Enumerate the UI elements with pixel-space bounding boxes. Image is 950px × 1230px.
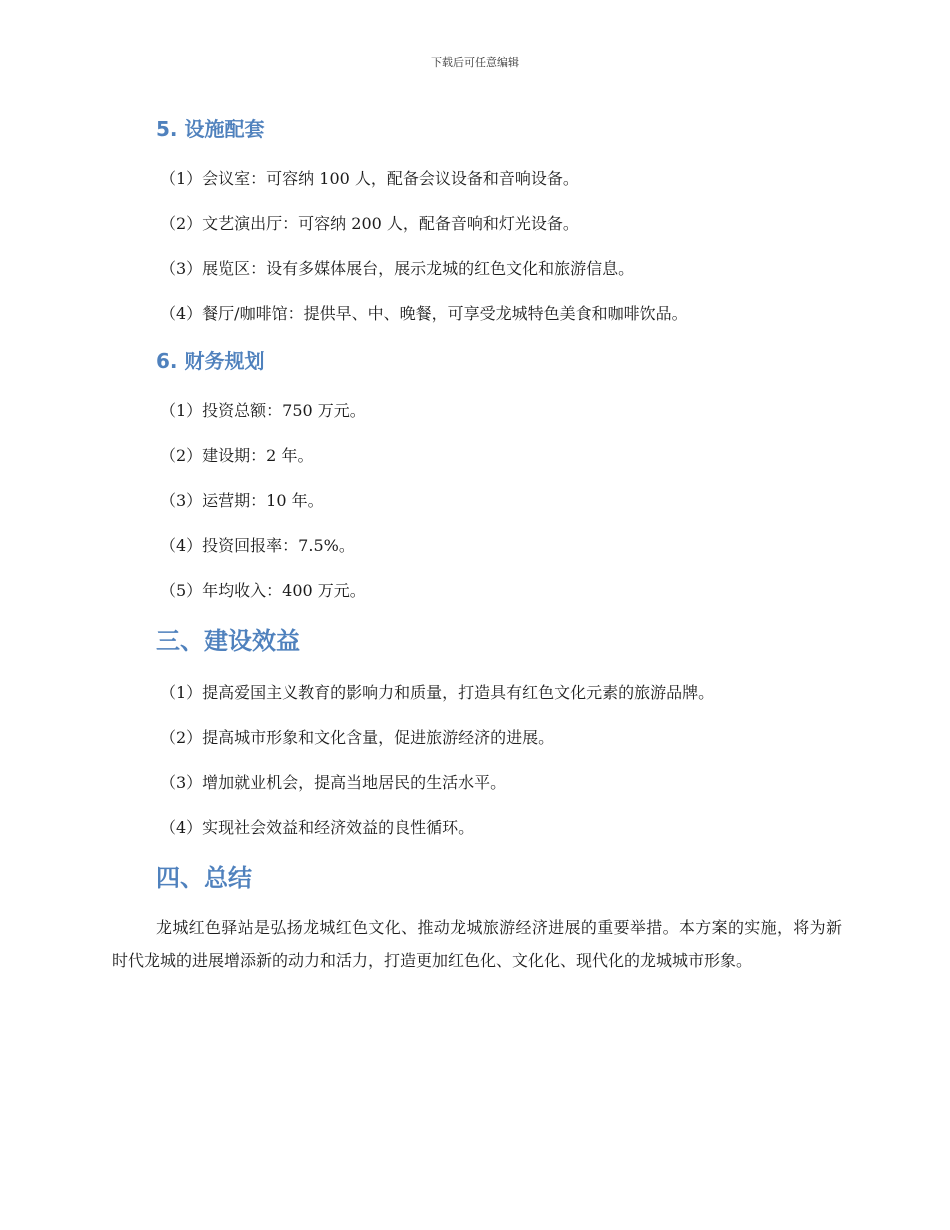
benefits-item-3: （3）增加就业机会，提高当地居民的生活水平。 [160, 773, 507, 792]
facilities-item-3: （3）展览区：设有多媒体展台，展示龙城的红色文化和旅游信息。 [160, 259, 635, 278]
section-title-summary: 四、总结 [156, 864, 252, 892]
finance-item-5: （5）年均收入：400 万元。 [160, 581, 366, 600]
section-title-benefits: 三、建设效益 [156, 627, 300, 655]
benefits-item-4: （4）实现社会效益和经济效益的良性循环。 [160, 818, 475, 837]
benefits-item-1: （1）提高爱国主义教育的影响力和质量，打造具有红色文化元素的旅游品牌。 [160, 683, 715, 702]
page-header-note: 下载后可任意编辑 [431, 56, 519, 69]
benefits-item-2: （2）提高城市形象和文化含量，促进旅游经济的进展。 [160, 728, 555, 747]
facilities-item-4: （4）餐厅/咖啡馆：提供早、中、晚餐，可享受龙城特色美食和咖啡饮品。 [160, 304, 688, 323]
section-title-finance: 6. 财务规划 [156, 349, 265, 373]
finance-item-1: （1）投资总额：750 万元。 [160, 401, 366, 420]
finance-item-2: （2）建设期：2 年。 [160, 446, 314, 465]
summary-paragraph: 龙城红色驿站是弘扬龙城红色文化、推动龙城旅游经济进展的重要举措。本方案的实施，将为新时代龙城的进展增添新的动力和活力，打造更加红色化、文化化、现代化的龙城城市形象。 [112, 918, 842, 970]
finance-item-4: （4）投资回报率：7.5%。 [160, 536, 355, 555]
facilities-item-1: （1）会议室：可容纳 100 人，配备会议设备和音响设备。 [160, 169, 579, 188]
section-title-facilities: 5. 设施配套 [156, 117, 265, 141]
finance-item-3: （3）运营期：10 年。 [160, 491, 324, 510]
facilities-item-2: （2）文艺演出厅：可容纳 200 人，配备音响和灯光设备。 [160, 214, 579, 233]
